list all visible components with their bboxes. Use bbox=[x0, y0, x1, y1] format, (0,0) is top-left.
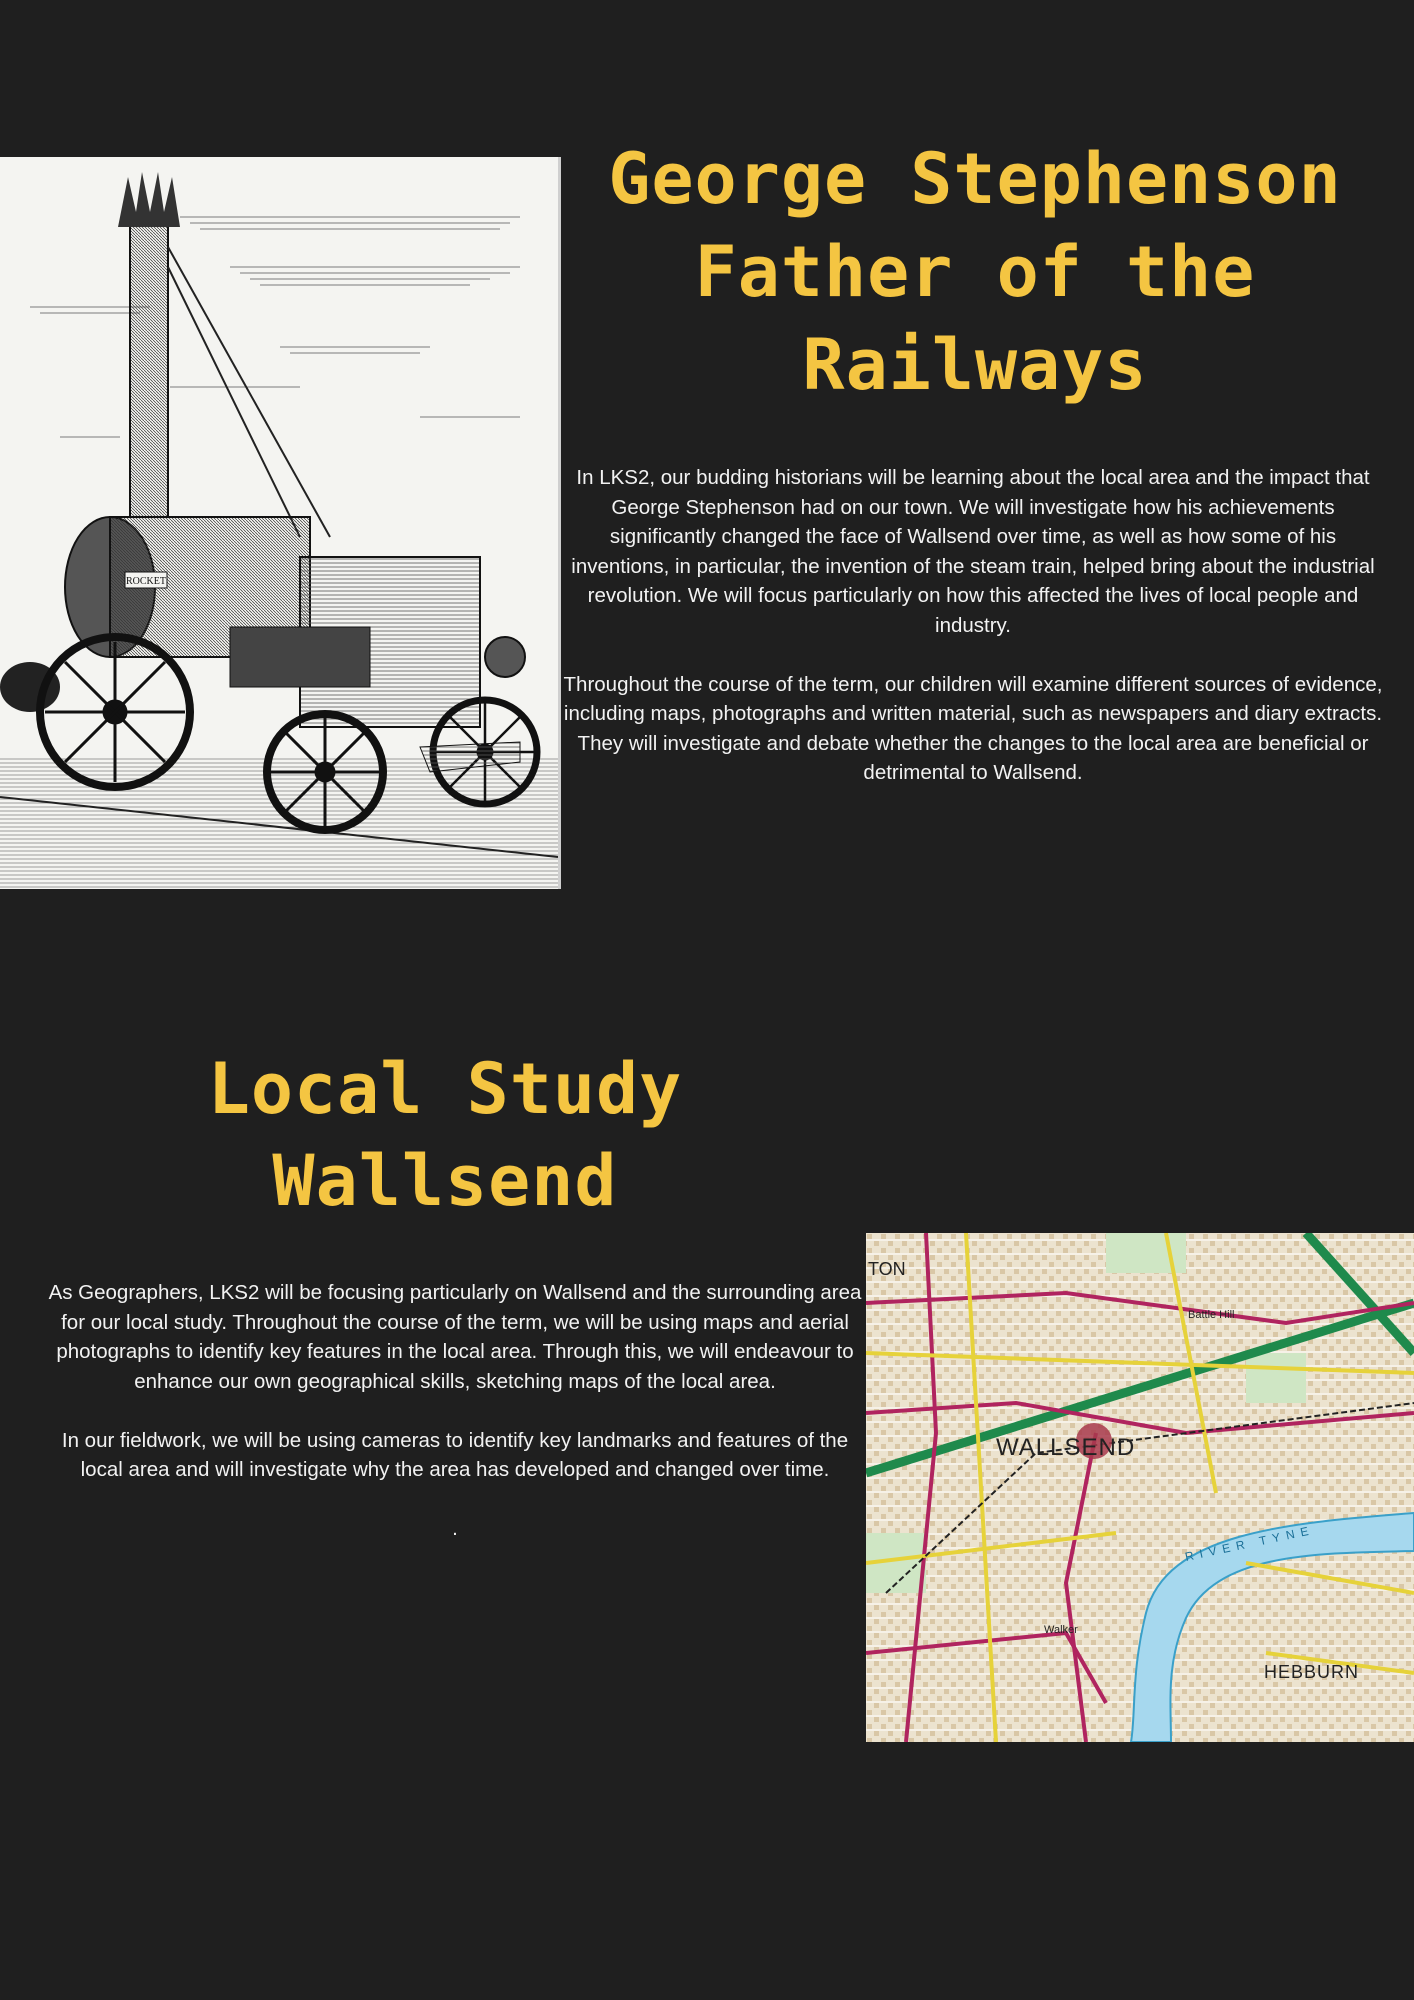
rocket-plate-text: ROCKET bbox=[126, 576, 166, 587]
title-line: Wallsend bbox=[272, 1140, 618, 1222]
paragraph: Throughout the course of the term, our children will examine different sources of evidence, including maps, photographs and written material, such as newspapers and diary extracts. They will investigate and debate whether the changes to the local area are beneficial or detrimental to Wallsend. bbox=[563, 672, 1383, 784]
title-line: Father of the bbox=[694, 231, 1256, 313]
paragraph: In our fieldwork, we will be using cameras to identify key landmarks and features of the local area and will investigate why the area has developed and changed over time. bbox=[61, 1428, 849, 1481]
paragraph: In LKS2, our budding historians will be learning about the local area and the impact that George Stephenson had on our town. We will investigate how his achievements significantly changed the face of Wallsend over time, as well as how some of his inventions, in particular, the invention of the steam train, helped bring about the industrial revolution. We will focus particularly on how this affected the lives of local people and industry. bbox=[571, 466, 1375, 637]
page-title-george-stephenson bbox=[575, 133, 1375, 412]
title-line: Local Study bbox=[207, 1048, 683, 1130]
map-label-battle-hill: Battle Hill bbox=[1188, 1309, 1235, 1321]
local-study-description bbox=[40, 1278, 870, 1573]
paragraph: . bbox=[452, 1517, 458, 1540]
map-label-ton: TON bbox=[868, 1259, 906, 1279]
paragraph: As Geographers, LKS2 will be focusing particularly on Wallsend and the surrounding area for our local study. Throughout the course of the term, we will be using maps and aerial photographs to identify key features in the local area. Through this, we will endeavour to enhance our own geographical skills, sketching maps of the local area. bbox=[48, 1281, 862, 1393]
wallsend-map-image bbox=[866, 1233, 1414, 1742]
railways-description bbox=[563, 463, 1383, 817]
title-line: Railways bbox=[802, 324, 1148, 406]
map-label-walker: Walker bbox=[1044, 1624, 1078, 1636]
map-label-river: RIVER TYNE bbox=[1183, 1522, 1316, 1564]
title-line: George Stephenson bbox=[608, 138, 1342, 220]
map-label-hebburn: HEBBURN bbox=[1264, 1662, 1360, 1682]
section-title-local-study bbox=[150, 1043, 740, 1227]
rocket-locomotive-image bbox=[0, 157, 561, 889]
map-label-wallsend: WALLSEND bbox=[996, 1434, 1136, 1461]
